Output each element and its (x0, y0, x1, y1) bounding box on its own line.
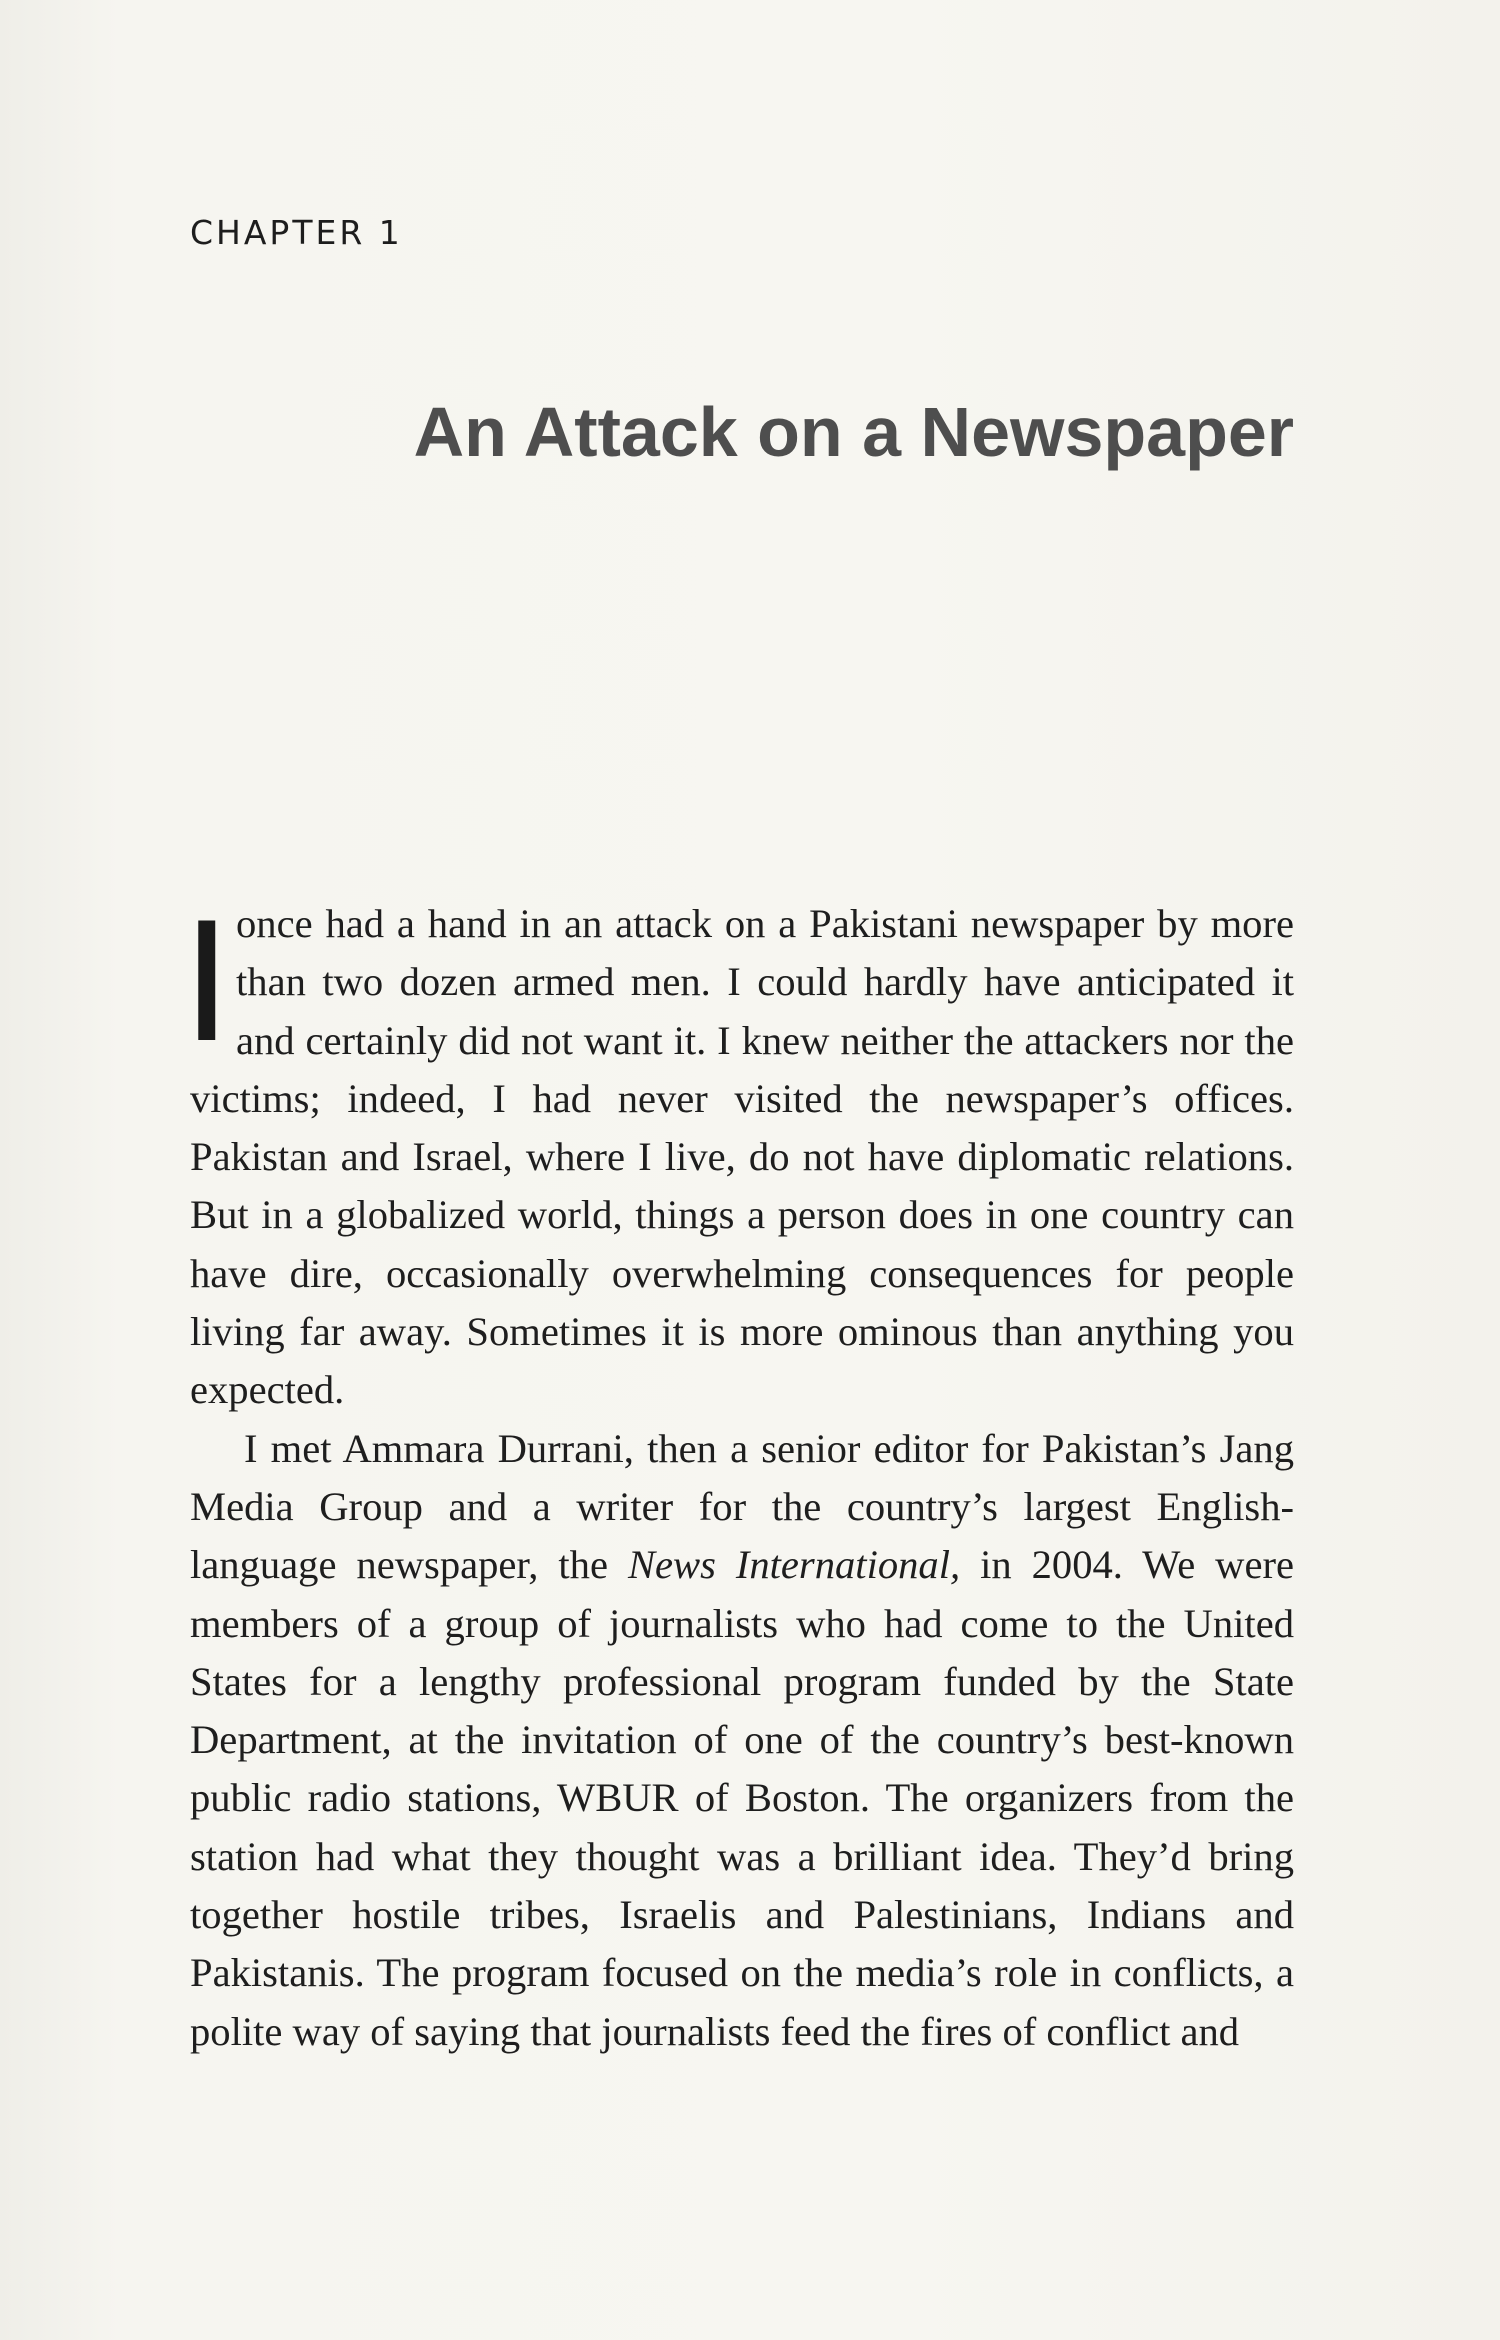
chapter-label: CHAPTER 1 (190, 213, 403, 252)
paragraph-1 (190, 888, 1294, 1420)
paragraph-1-text: once had a hand in an attack on a Pakistani newspaper by more than two dozen armed men. I could hardly have anticipated it and certainly did not want it. I knew neither the attackers nor the victims; indeed, I had never visited the newspaper’s offices. Pakistan and Israel, where I live, do not have diplomatic relations. But in a globalized world, things a person does in one country can have dire, occasionally overwhelming consequences for people living far away. Sometimes it is more ominous than anything you expected. (190, 901, 1294, 1413)
publication-name: News International, (627, 1542, 961, 1588)
paragraph-2-text-end: in 2004. We were members of a group of journalists who had come to the United States for a lengthy professional program funded by the State Department, at the invitation of one of the country’s best-known public radio stations, WBUR of Boston. The organizers from the station had what they thought was a brilliant idea. They’d bring together hostile tribes, Israelis and Palestinians, Indians and Pakistanis. The program focused on the media’s role in conflicts, a polite way of saying that journalists feed the fires of conflict and (190, 1542, 1295, 2054)
paragraph-2-text-start: I met Ammara Durrani, then a senior editor for Pakistan’s Jang Media Group and a writer for the country’s largest English-language newspaper, the (190, 1425, 1294, 1588)
paragraph-2 (190, 1420, 1294, 2061)
chapter-title: An Attack on a Newspaper (413, 393, 1294, 471)
drop-cap: I (190, 888, 224, 1079)
chapter-body (190, 888, 1295, 2061)
